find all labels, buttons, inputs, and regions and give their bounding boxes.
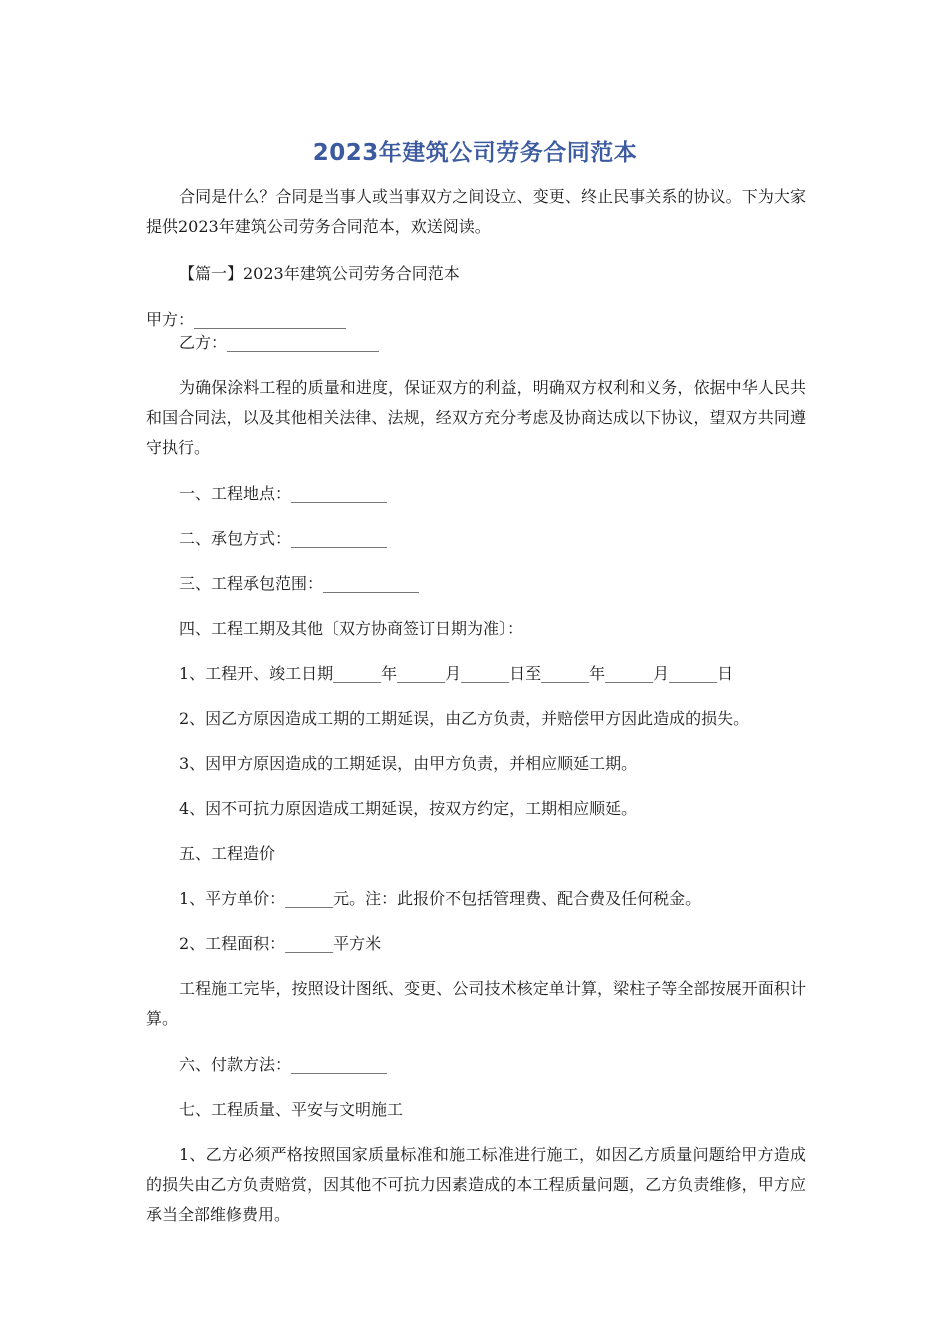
item-contract-method: 二、承包方式：____________ bbox=[179, 529, 388, 548]
party-b-field: 乙方：___________________ bbox=[179, 333, 380, 352]
item-schedule-2: 2、因乙方原因造成工期的工期延误，由乙方负责，并赔偿甲方因此造成的损失。 bbox=[179, 709, 750, 728]
section-heading: 【篇一】2023年建筑公司劳务合同范本 bbox=[179, 264, 460, 283]
document-title: 2023年建筑公司劳务合同范本 bbox=[312, 140, 638, 166]
item-schedule-1: 1、工程开、竣工日期______年______月______日至______年______月______日 bbox=[179, 664, 734, 683]
item-cost-2: 2、工程面积：______平方米 bbox=[179, 934, 382, 953]
item-location: 一、工程地点：____________ bbox=[179, 484, 388, 503]
cost-note-paragraph: 工程施工完毕，按照设计图纸、变更、公司技术核定单计算，梁柱子等全部按展开面积计算。 bbox=[146, 979, 806, 1028]
intro-paragraph: 合同是什么？合同是当事人或当事双方之间设立、变更、终止民事关系的协议。下为大家提供2023年建筑公司劳务合同范本，欢送阅读。 bbox=[146, 187, 806, 236]
item-cost: 五、工程造价 bbox=[179, 844, 276, 863]
item-cost-1: 1、平方单价：______元。注：此报价不包括管理费、配合费及任何税金。 bbox=[179, 889, 702, 908]
quality-1-paragraph: 1、乙方必须严格按照国家质量标准和施工标准进行施工，如因乙方质量问题给甲方造成的损失由乙方负责赔赏，因其他不可抗力因素造成的本工程质量问题，乙方负责维修，甲方应承当全部维修费用。 bbox=[146, 1145, 806, 1224]
item-schedule-4: 4、因不可抗力原因造成工期延误，按双方约定，工期相应顺延。 bbox=[179, 799, 638, 818]
party-a-field: 甲方：___________________ bbox=[146, 310, 347, 329]
item-schedule-3: 3、因甲方原因造成的工期延误，由甲方负责，并相应顺延工期。 bbox=[179, 754, 638, 773]
item-payment: 六、付款方法：____________ bbox=[179, 1055, 388, 1074]
item-schedule: 四、工程工期及其他〔双方协商签订日期为准〕： bbox=[179, 619, 524, 638]
item-quality: 七、工程质量、平安与文明施工 bbox=[179, 1100, 404, 1119]
preamble-paragraph: 为确保涂料工程的质量和进度，保证双方的利益，明确双方权利和义务，依据中华人民共和国合同法，以及其他相关法律、法规，经双方充分考虑及协商达成以下协议，望双方共同遵守执行。 bbox=[146, 378, 806, 457]
item-scope: 三、工程承包范围：____________ bbox=[179, 574, 420, 593]
